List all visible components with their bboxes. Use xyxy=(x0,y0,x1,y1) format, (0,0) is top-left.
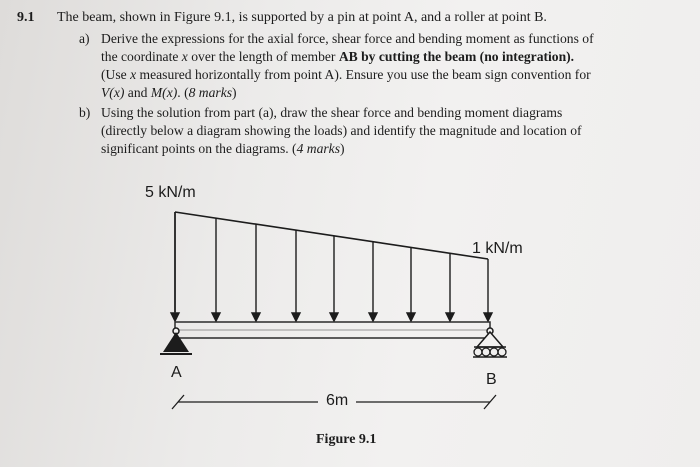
load-arrow-head xyxy=(369,313,377,321)
load-arrow-head xyxy=(171,313,179,321)
figure-caption: Figure 9.1 xyxy=(316,432,377,447)
load-arrow-head xyxy=(212,313,220,321)
point-b-label: B xyxy=(486,371,497,388)
load-arrows xyxy=(171,212,492,321)
part-a-line-2: the coordinate x over the length of member AB by cutting the beam (no integration). xyxy=(101,49,575,64)
load-arrow-head xyxy=(484,313,492,321)
part-b-label: b) xyxy=(79,105,91,120)
point-a-label: A xyxy=(171,364,182,381)
pin-support-a xyxy=(160,328,192,354)
part-b-line-2: (directly below a diagram showing the loads) and identify the magnitude and location of xyxy=(101,123,582,138)
roller-support-b xyxy=(473,328,507,357)
load-arrow-head xyxy=(407,313,415,321)
load-left-label: 5 kN/m xyxy=(145,184,196,201)
span-label: 6m xyxy=(326,392,349,409)
part-a-line-1: Derive the expressions for the axial force, shear force and bending moment as functions of xyxy=(101,31,594,46)
question-intro: The beam, shown in Figure 9.1, is supported by a pin at point A, and a roller at point B. xyxy=(57,10,547,25)
load-top-line xyxy=(175,212,488,259)
load-arrow-head xyxy=(446,313,454,321)
distributed-load xyxy=(175,212,488,312)
part-b-line-1: Using the solution from part (a), draw the shear force and bending moment diagrams xyxy=(101,105,563,120)
question-number: 9.1 xyxy=(17,10,35,25)
part-a-line-3: (Use x measured horizontally from point A). Ensure you use the beam sign convention for xyxy=(101,67,591,82)
part-a-label: a) xyxy=(79,31,90,46)
load-arrow-head xyxy=(330,313,338,321)
part-b-line-3: significant points on the diagrams. (4 marks) xyxy=(101,141,345,156)
part-a-line-4: V(x) and M(x). (8 marks) xyxy=(101,85,237,100)
load-arrow-head xyxy=(252,313,260,321)
load-arrow-head xyxy=(292,313,300,321)
load-right-label: 1 kN/m xyxy=(472,240,523,257)
